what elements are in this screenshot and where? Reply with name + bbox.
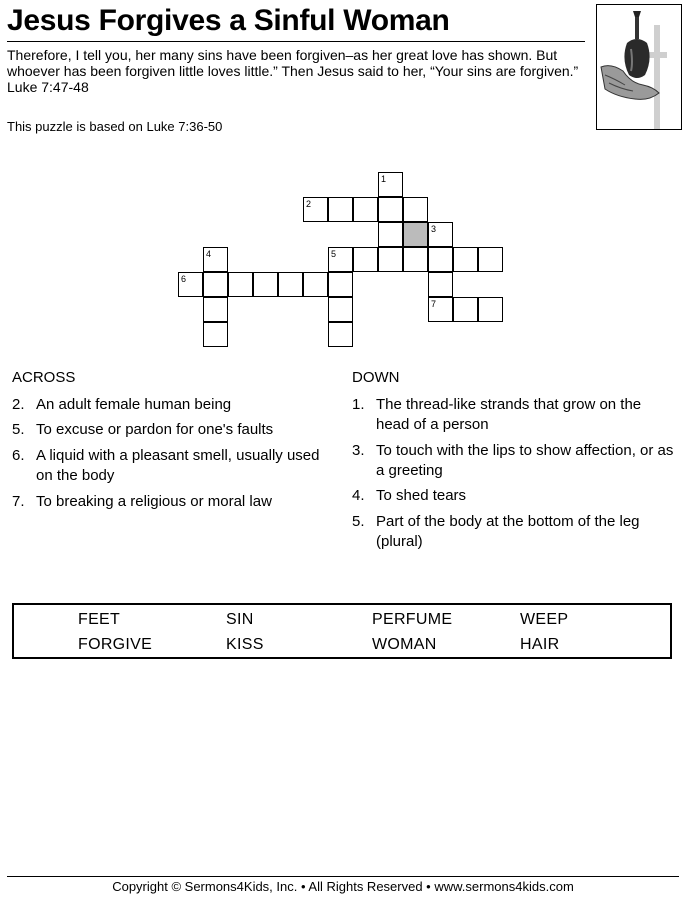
clue-number: 5. xyxy=(12,421,25,438)
word-bank-word: FORGIVE xyxy=(78,636,153,653)
clue-text: Part of the body at the bottom of the leg (plural) xyxy=(376,513,640,550)
crossword-cell[interactable] xyxy=(428,247,453,272)
word-bank-word: HAIR xyxy=(520,636,560,653)
crossword-cell[interactable] xyxy=(403,197,428,222)
crossword-cell[interactable] xyxy=(328,297,353,322)
clue-number: 4. xyxy=(352,487,365,504)
puzzle-source-note: This puzzle is based on Luke 7:36-50 xyxy=(7,119,223,134)
word-bank-word: KISS xyxy=(226,636,264,653)
alabaster-jar-illustration xyxy=(596,4,682,130)
clue-text: The thread-like strands that grow on the head of a person xyxy=(376,396,642,433)
clue-number: 6. xyxy=(12,447,25,464)
clue-number: 3. xyxy=(352,442,365,459)
crossword-cell[interactable] xyxy=(178,272,203,297)
clue-number-label: 1 xyxy=(381,174,387,184)
crossword-cell[interactable] xyxy=(278,272,303,297)
clue-number: 2. xyxy=(12,396,25,413)
crossword-cell[interactable] xyxy=(378,172,403,197)
crossword-cell[interactable] xyxy=(453,247,478,272)
crossword-cell[interactable] xyxy=(253,272,278,297)
crossword-cell[interactable] xyxy=(378,247,403,272)
clue-text: To shed tears xyxy=(376,487,467,504)
crossword-cell[interactable] xyxy=(328,197,353,222)
page-title: Jesus Forgives a Sinful Woman xyxy=(7,2,585,42)
down-heading: DOWN xyxy=(352,369,400,386)
clue-text: An adult female human being xyxy=(36,396,232,413)
clue-number-label: 4 xyxy=(206,249,212,259)
crossword-cell[interactable] xyxy=(328,322,353,347)
crossword-cell[interactable] xyxy=(328,272,353,297)
crossword-cell[interactable] xyxy=(378,222,403,247)
word-bank-word: SIN xyxy=(226,611,254,628)
crossword-cell[interactable] xyxy=(378,197,403,222)
crossword-cell[interactable] xyxy=(478,247,503,272)
word-bank-word: WOMAN xyxy=(372,636,437,653)
clue-number-label: 3 xyxy=(431,224,437,234)
clue-number-label: 5 xyxy=(331,249,337,259)
scripture-verse: Therefore, I tell you, her many sins have been forgiven–as her great love has shown. But whoever has been forgiven little loves little.” Then Jesus said to her, “Your sins are forgiven.” Luke 7:47-48 xyxy=(7,47,579,95)
crossword-cell[interactable] xyxy=(403,247,428,272)
clue-text: A liquid with a pleasant smell, usually used on the body xyxy=(36,447,320,484)
hands-holding-jar-icon xyxy=(597,5,681,129)
word-bank xyxy=(12,603,672,659)
crossword-cell[interactable] xyxy=(428,222,453,247)
crossword-cell[interactable] xyxy=(203,272,228,297)
clue-number: 1. xyxy=(352,396,365,413)
crossword-cell[interactable] xyxy=(303,197,328,222)
crossword-cell[interactable] xyxy=(228,272,253,297)
crossword-cell[interactable] xyxy=(428,297,453,322)
word-bank-word: PERFUME xyxy=(372,611,453,628)
crossword-cell[interactable] xyxy=(203,247,228,272)
clue-number-label: 2 xyxy=(306,199,312,209)
across-heading: ACROSS xyxy=(12,369,76,386)
crossword-cell[interactable] xyxy=(203,322,228,347)
crossword-cell[interactable] xyxy=(328,247,353,272)
crossword-cell[interactable] xyxy=(478,297,503,322)
crossword-cell[interactable] xyxy=(353,247,378,272)
clue-text: To excuse or pardon for one's faults xyxy=(36,421,274,438)
word-bank-word: FEET xyxy=(78,611,121,628)
crossword-cell[interactable] xyxy=(303,272,328,297)
word-bank-word: WEEP xyxy=(520,611,569,628)
crossword-cell[interactable] xyxy=(453,297,478,322)
copyright-footer: Copyright © Sermons4Kids, Inc. • All Rights Reserved • www.sermons4kids.com xyxy=(112,879,574,894)
crossword-cell[interactable] xyxy=(353,197,378,222)
clue-number-label: 7 xyxy=(431,299,437,309)
clue-number: 7. xyxy=(12,493,25,510)
shaded-cell xyxy=(403,222,428,247)
clue-number: 5. xyxy=(352,513,365,530)
crossword-cell[interactable] xyxy=(203,297,228,322)
clue-text: To touch with the lips to show affection, or as a greeting xyxy=(376,442,674,479)
crossword-cell[interactable] xyxy=(428,272,453,297)
clue-number-label: 6 xyxy=(181,274,187,284)
clue-text: To breaking a religious or moral law xyxy=(36,493,272,510)
footer-divider xyxy=(7,876,679,877)
